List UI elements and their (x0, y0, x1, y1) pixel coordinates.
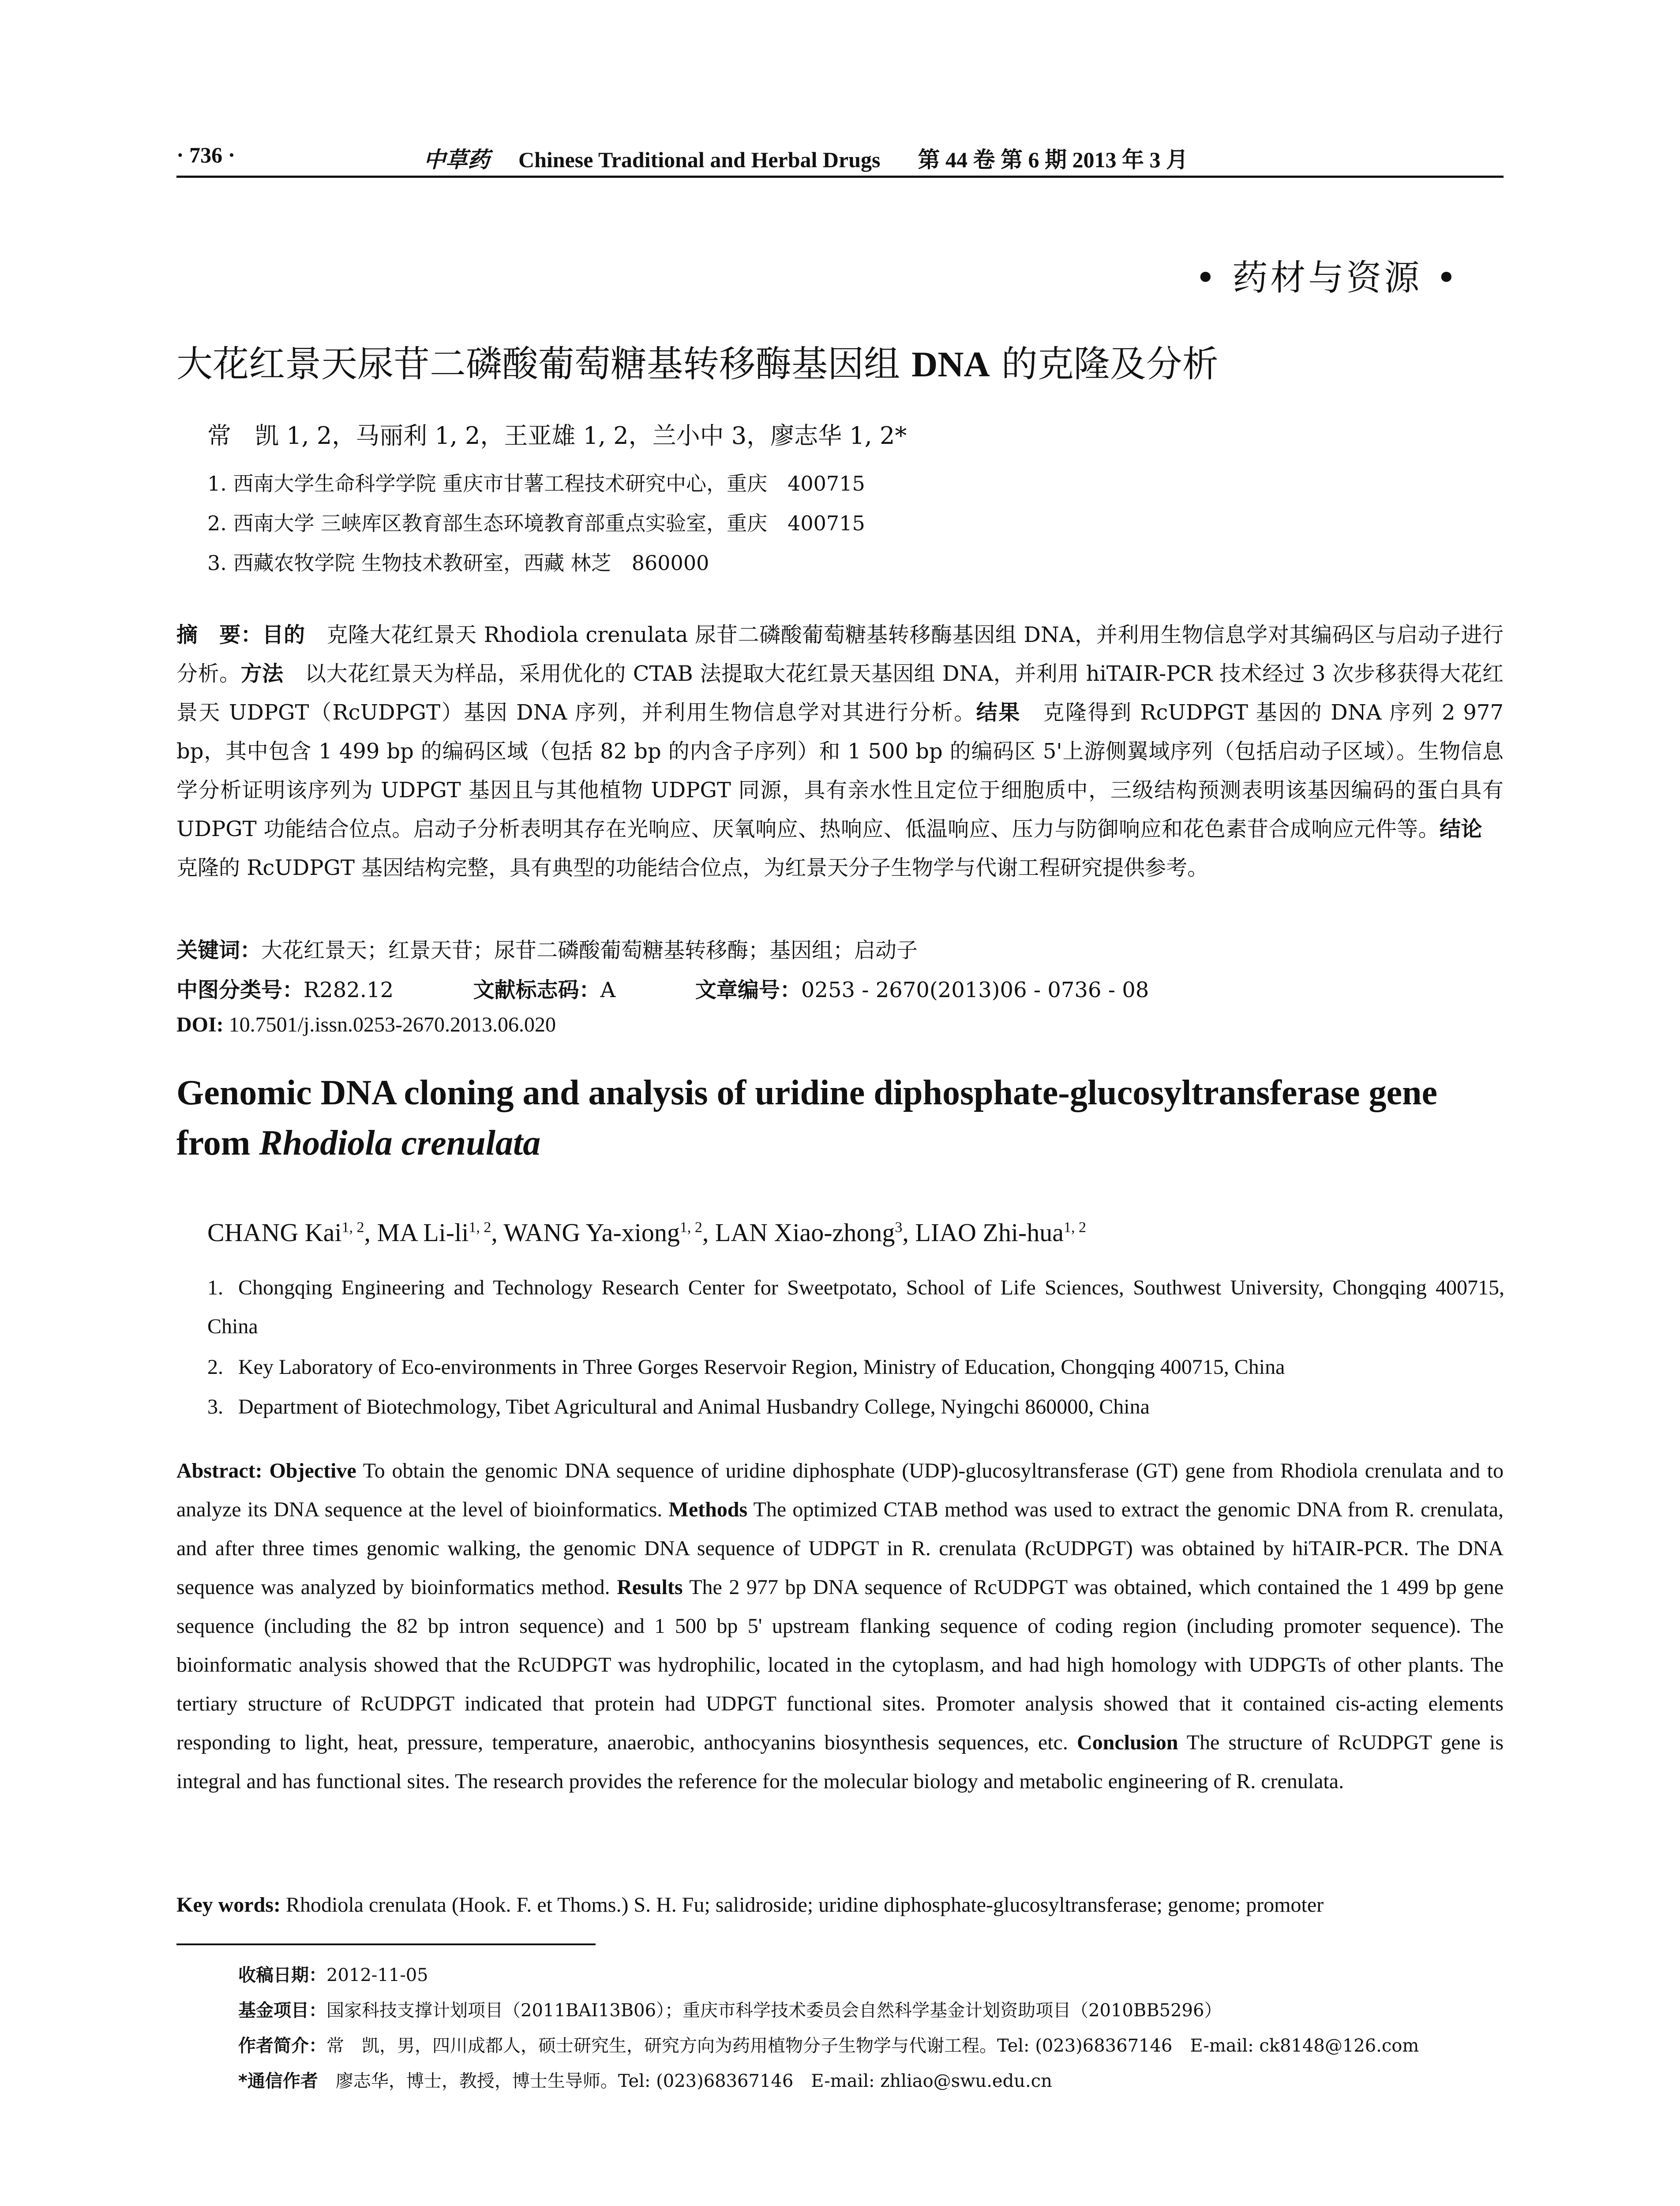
aff-num: 2. (207, 1355, 223, 1379)
results-label: 结果 (976, 700, 1021, 725)
journal-name-cn: 中草药 (424, 147, 490, 172)
abstract-en-label: Abstract: Objective (176, 1459, 356, 1482)
conclusion-text: 克隆的 RcUDPGT 基因结构完整，具有典型的功能结合位点，为红景天分子生物学与代谢工程研究提供参考。 (176, 817, 1504, 880)
abstract-en (176, 1452, 1504, 1801)
keywords-cn-text: 大花红景天；红景天苷；尿苷二磷酸葡萄糖基转移酶；基因组；启动子 (261, 938, 918, 963)
abstract-cn (176, 615, 1504, 887)
aff-text: Chongqing Engineering and Technology Research Center for Sweetpotato, School of Life Sciences, Southwest University, Chongqing 400715, China (207, 1276, 1504, 1338)
doi (176, 1013, 556, 1037)
methods-label: 方法 (240, 661, 284, 686)
keywords-cn-label: 关键词： (176, 938, 262, 963)
keywords-en-label: Key words: (176, 1893, 281, 1917)
journal-header (424, 142, 1188, 174)
methods-en-label: Methods (668, 1498, 748, 1521)
header-rule (176, 176, 1504, 178)
doi-label: DOI: (176, 1013, 224, 1036)
author-en-affiliation-mark: 1, 2 (341, 1219, 364, 1236)
aff-num: 3. (207, 1395, 223, 1418)
author-en-name: LIAO Zhi-hua (915, 1218, 1064, 1247)
affiliation-cn-1: 1. 西南大学生命科学学院 重庆市甘薯工程技术研究中心，重庆 400715 (207, 472, 865, 495)
aff-text: Key Laboratory of Eco-environments in Three Gorges Reservoir Region, Ministry of Education, Chongqing 400715, China (238, 1355, 1285, 1379)
footnote-rule (176, 1943, 596, 1945)
page-number: · 736 · (176, 143, 236, 167)
results-en-text: The 2 977 bp DNA sequence of RcUDPGT was obtained, which contained the 1 499 bp gene sequence (including the 82 bp intron sequence) and 1 500 bp 5' upstream flanking sequence of coding region (including promoter sequence). The bioinformatic analysis showed that the RcUDPGT was hydrophilic, located in the cytoplasm, and had high homology with UDPGTs of other plants. The tertiary structure of RcUDPGT indicated that protein had UDPGT functional sites. Promoter analysis showed that it contained cis-acting elements responding to light, heat, pressure, temperature, anaerobic, anthocyanins biosynthesis sequences, etc. (176, 1576, 1504, 1754)
affiliation-cn-2: 2. 西南大学 三峡库区教育部生态环境教育部重点实验室，重庆 400715 (207, 511, 865, 535)
keywords-en-text: Rhodiola crenulata (Hook. F. et Thoms.) S. H. Fu; salidroside; uridine diphosphate-glucosyltransferase; genome; promoter (280, 1893, 1324, 1917)
objective-label: 目的 (262, 623, 305, 647)
affiliation-en-2 (207, 1348, 1504, 1387)
footnote-text: 廖志华，博士，教授，博士生导师。Tel: (023)68367146 E-mail: zhliao@swu.edu.cn (318, 2071, 1052, 2091)
footnote-label: 收稿日期： (238, 1965, 326, 1985)
footnote-corresponding (238, 2067, 1052, 2092)
results-en-label: Results (617, 1576, 683, 1599)
affiliation-cn-3: 3. 西藏农牧学院 生物技术教研室，西藏 林芝 860000 (207, 551, 709, 575)
title-cn-part: 的克隆及分析 (990, 343, 1219, 385)
journal-issue: 第 44 卷 第 6 期 2013 年 3 月 (918, 147, 1188, 172)
author-en-name: CHANG Kai (207, 1218, 342, 1247)
footnote-text: 2012-11-05 (326, 1965, 428, 1985)
footnote-received (238, 1961, 428, 1986)
title-cn (176, 335, 1219, 387)
title-en-species: Rhodiola crenulata (259, 1124, 541, 1163)
conclusion-en-label: Conclusion (1076, 1731, 1178, 1754)
methods-text: 以大花红景天为样品，采用优化的 CTAB 法提取大花红景天基因组 DNA，并利用 hiTAIR-PCR 技术经过 3 次步移获得大花红景天 UDPGT（RcUDPGT）基因 DNA 序列，并利用生物信息学对其进行分析。 (176, 661, 1504, 725)
conclusion-en-text: The structure of RcUDPGT gene is integral and has functional sites. The research provides the reference for the molecular biology and metabolic engineering of R. crenulata. (176, 1731, 1504, 1793)
author-en-name: WANG Ya-xiong (503, 1218, 680, 1247)
article-id-label: 文章编号： (695, 978, 801, 1002)
section-tag: • 药材与资源 • (1195, 257, 1459, 298)
author-en-affiliation-mark: 1, 2 (469, 1219, 491, 1236)
footnote-label: 基金项目： (238, 2000, 326, 2021)
authors-en (207, 1218, 1086, 1247)
title-cn-dna: DNA (911, 344, 990, 384)
title-cn-part: 大花红景天尿苷二磷酸葡萄糖基转移酶基因组 (176, 343, 912, 385)
footnote-text: 常 凯，男，四川成都人，硕士研究生，研究方向为药用植物分子生物学与代谢工程。Tel: (023)68367146 E-mail: ck8148@126.com (326, 2036, 1419, 2056)
affiliation-en-3 (207, 1388, 1504, 1426)
clc-value: R282.12 (304, 978, 394, 1002)
objective-text: 克隆大花红景天 Rhodiola crenulata 尿苷二磷酸葡萄糖基转移酶基因组 DNA，并利用生物信息学对其编码区与启动子进行分析。 (176, 623, 1504, 686)
clc-label: 中图分类号： (176, 978, 304, 1002)
author-en-name: LAN Xiao-zhong (715, 1218, 895, 1247)
classification-line (176, 973, 1149, 1003)
author-en-separator: , (702, 1218, 715, 1247)
abstract-cn-label: 摘 要： (176, 623, 262, 647)
footnote-author-bio (238, 2032, 1419, 2057)
keywords-en (176, 1893, 1324, 1917)
doc-code-label: 文献标志码： (473, 978, 600, 1002)
footnote-label: *通信作者 (238, 2071, 318, 2091)
footnote-label: 作者简介： (238, 2036, 326, 2056)
article-id-value: 0253 - 2670(2013)06 - 0736 - 08 (801, 978, 1149, 1002)
author-en-affiliation-mark: 1, 2 (1064, 1219, 1086, 1236)
results-text: 克隆得到 RcUDPGT 基因的 DNA 序列 2 977 bp，其中包含 1 499 bp 的编码区域（包括 82 bp 的内含子序列）和 1 500 bp 的编码区 5'上游侧翼域序列（包括启动子区域）。生物信息学分析证明该序列为 UDPGT 基因且与其他植物 UDPGT 同源，具有亲水性且定位于细胞质中，三级结构预测表明该基因编码的蛋白具有 UDPGT 功能结合位点。启动子分析表明其存在光响应、厌氧响应、热响应、低温响应、压力与防御响应和花色素苷合成响应元件等。 (176, 700, 1504, 841)
conclusion-label: 结论 (1440, 817, 1482, 841)
author-en-affiliation-mark: 1, 2 (679, 1219, 702, 1236)
authors-cn: 常 凯 1, 2，马丽利 1, 2，王亚雄 1, 2，兰小中 3，廖志华 1, 2* (207, 422, 907, 450)
objective-en-text: To obtain the genomic DNA sequence of uridine diphosphate (UDP)-glucosyltransferase (GT) gene from Rhodiola crenulata and to analyze its DNA sequence at the level of bioinformatics. (176, 1459, 1504, 1521)
author-en-name: MA Li-li (377, 1218, 469, 1247)
doi-value[interactable]: 10.7501/j.issn.0253-2670.2013.06.020 (223, 1013, 556, 1036)
author-en-separator: , (364, 1218, 377, 1247)
methods-en-text: The optimized CTAB method was used to extract the genomic DNA from R. crenulata, and after three times genomic walking, the genomic DNA sequence of UDPGT in R. crenulata (RcUDPGT) was obtained by hiTAIR-PCR. The DNA sequence was analyzed by bioinformatics method. (176, 1498, 1504, 1599)
title-en-part: Genomic DNA cloning and analysis of uridine diphosphate-glucosyltransferase gene from (176, 1073, 1438, 1163)
aff-num: 1. (207, 1276, 223, 1299)
journal-name-en: Chinese Traditional and Herbal Drugs (518, 147, 881, 172)
author-en-separator: , (491, 1218, 504, 1247)
title-en (176, 1068, 1504, 1168)
author-en-separator: , (902, 1218, 915, 1247)
footnote-text: 国家科技支撑计划项目（2011BAI13B06）；重庆市科学技术委员会自然科学基金计划资助项目（2010BB5296） (326, 2000, 1222, 2021)
footnote-funding (238, 1996, 1222, 2022)
author-en-affiliation-mark: 3 (895, 1219, 903, 1236)
keywords-cn (176, 933, 918, 964)
doc-code-value: A (600, 978, 616, 1002)
aff-text: Department of Biotechmology, Tibet Agricultural and Animal Husbandry College, Nyingchi 860000, China (238, 1395, 1150, 1418)
affiliation-en-1 (207, 1268, 1504, 1346)
